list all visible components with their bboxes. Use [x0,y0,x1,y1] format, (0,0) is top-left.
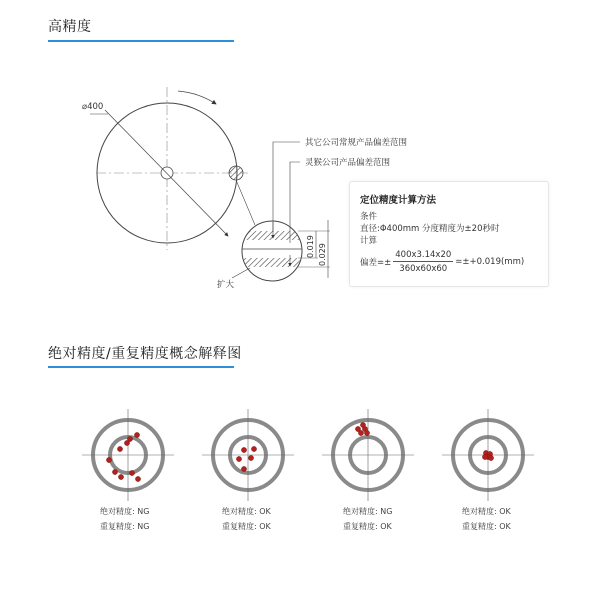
repeat-precision-label: 重复精度: OK [222,522,271,531]
formula-prefix: 偏差=± [360,258,392,268]
hit-point [360,422,365,427]
other-company-deviation-label: 其它公司常规产品偏差范围 [305,138,408,148]
hit-point [251,446,256,451]
hit-point [236,456,241,461]
repeat-precision-label: 重复精度: NG [100,522,150,531]
hit-point [117,446,122,451]
formula-result: =±+0.019(mm) [455,257,525,267]
absolute-precision-label: 绝对精度: NG [100,507,150,516]
formula-denominator: 360x60x60 [399,264,448,274]
dim-text-small: 0.019 [306,235,315,258]
calc-condition-detail: 直径:Φ400mm 分度精度为±20秒时 [360,224,500,234]
formula-numerator: 400x3.14x20 [395,250,452,260]
deviation-marker [229,166,243,180]
company-deviation-label: 灵猴公司产品偏差范围 [305,158,391,168]
target-caption [100,504,149,534]
hit-point [241,466,246,471]
hit-point [106,457,111,462]
hit-point [482,454,487,459]
hit-point [129,470,134,475]
hit-point [355,426,360,431]
target-caption [462,504,511,534]
calc-formula [360,250,524,274]
tolerance-band-lower [240,258,302,267]
calc-condition: 条件 [360,212,378,222]
repeat-precision-label: 重复精度: OK [343,522,392,531]
calc-heading: 计算 [360,236,378,246]
target-caption [343,504,392,534]
calc-title: 定位精度计算方法 [360,195,437,206]
leader-line-a [273,142,300,232]
tolerance-band-upper [240,231,302,240]
rotation-arrow [178,91,216,104]
expand-label: 扩大 [217,280,235,290]
hit-point [488,455,493,460]
target-caption [222,504,271,534]
section-title-high-precision: 高精度 [48,19,92,35]
calc-card [349,181,549,287]
magnified-detail [242,221,302,281]
expand-leader [232,268,250,278]
hit-point [241,447,246,452]
dim-text-large: 0.029 [318,243,327,266]
hit-point [135,476,140,481]
absolute-precision-label: 绝对精度: OK [462,507,511,516]
hit-point [248,455,253,460]
section-title-precision-concepts: 绝对精度/重复精度概念解释图 [48,346,242,362]
hit-point [112,469,117,474]
hit-point [118,474,123,479]
absolute-precision-label: 绝对精度: OK [222,507,271,516]
hit-point [134,432,139,437]
hit-point [127,436,132,441]
diameter-label: ⌀400 [82,102,104,112]
hit-point [364,430,369,435]
expand-line [236,180,255,225]
repeat-precision-label: 重复精度: OK [462,522,511,531]
absolute-precision-label: 绝对精度: NG [343,507,393,516]
